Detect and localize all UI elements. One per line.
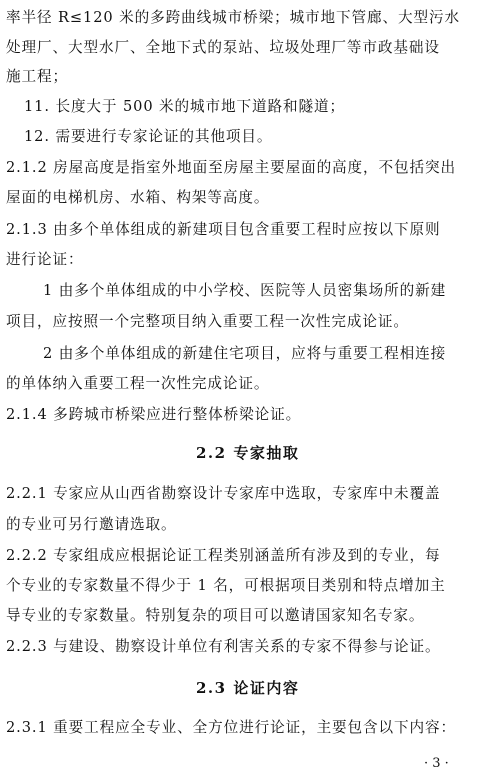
text-line: 11. 长度大于 500 米的城市地下道路和隧道； bbox=[24, 98, 345, 115]
text-line: 屋面的电梯机房、水箱、构架等高度。 bbox=[6, 189, 270, 206]
text-line: 2 由多个单体组成的新建住宅项目，应将与重要工程相连接 bbox=[43, 345, 447, 362]
page-number: · 3 · bbox=[424, 756, 449, 771]
clause-2-3-1: 2.3.1 重要工程应全专业、全方位进行论证，主要包含以下内容： bbox=[6, 719, 457, 736]
clause-2-2-1: 2.2.1 专家应从山西省勘察设计专家库中选取，专家库中未覆盖 bbox=[6, 485, 441, 502]
section-heading-2-3: 2.3 论证内容 bbox=[196, 679, 300, 697]
text-line: 进行论证： bbox=[6, 251, 84, 268]
clause-2-2-2: 2.2.2 专家组成应根据论证工程类别涵盖所有涉及到的专业，每 bbox=[6, 547, 441, 564]
clause-2-1-4: 2.1.4 多跨城市桥梁应进行整体桥梁论证。 bbox=[6, 406, 302, 423]
text-line: 导专业的专家数量。特别复杂的项目可以邀请国家知名专家。 bbox=[6, 607, 425, 624]
text-line: 个专业的专家数量不得少于 1 名，可根据项目类别和特点增加主 bbox=[6, 577, 446, 594]
section-heading-2-2: 2.2 专家抽取 bbox=[196, 444, 300, 462]
text-line: 率半径 R≤120 米的多跨曲线城市桥梁；城市地下管廊、大型污水 bbox=[6, 9, 460, 26]
text-line: 处理厂、大型水厂、全地下式的泵站、垃圾处理厂等市政基础设 bbox=[6, 39, 440, 56]
text-line: 的专业可另行邀请选取。 bbox=[6, 516, 177, 533]
text-line: 施工程； bbox=[6, 68, 68, 85]
text-line: 项目，应按照一个完整项目纳入重要工程一次性完成论证。 bbox=[6, 313, 409, 330]
clause-2-1-3: 2.1.3 由多个单体组成的新建项目包含重要工程时应按以下原则 bbox=[6, 221, 441, 238]
text-line: 的单体纳入重要工程一次性完成论证。 bbox=[6, 375, 270, 392]
clause-2-2-3: 2.2.3 与建设、勘察设计单位有利害关系的专家不得参与论证。 bbox=[6, 638, 441, 655]
clause-2-1-2: 2.1.2 房屋高度是指室外地面至房屋主要屋面的高度，不包括突出 bbox=[6, 159, 457, 176]
text-line: 1 由多个单体组成的中小学校、医院等人员密集场所的新建 bbox=[43, 282, 447, 299]
text-line: 12. 需要进行专家论证的其他项目。 bbox=[24, 128, 273, 145]
